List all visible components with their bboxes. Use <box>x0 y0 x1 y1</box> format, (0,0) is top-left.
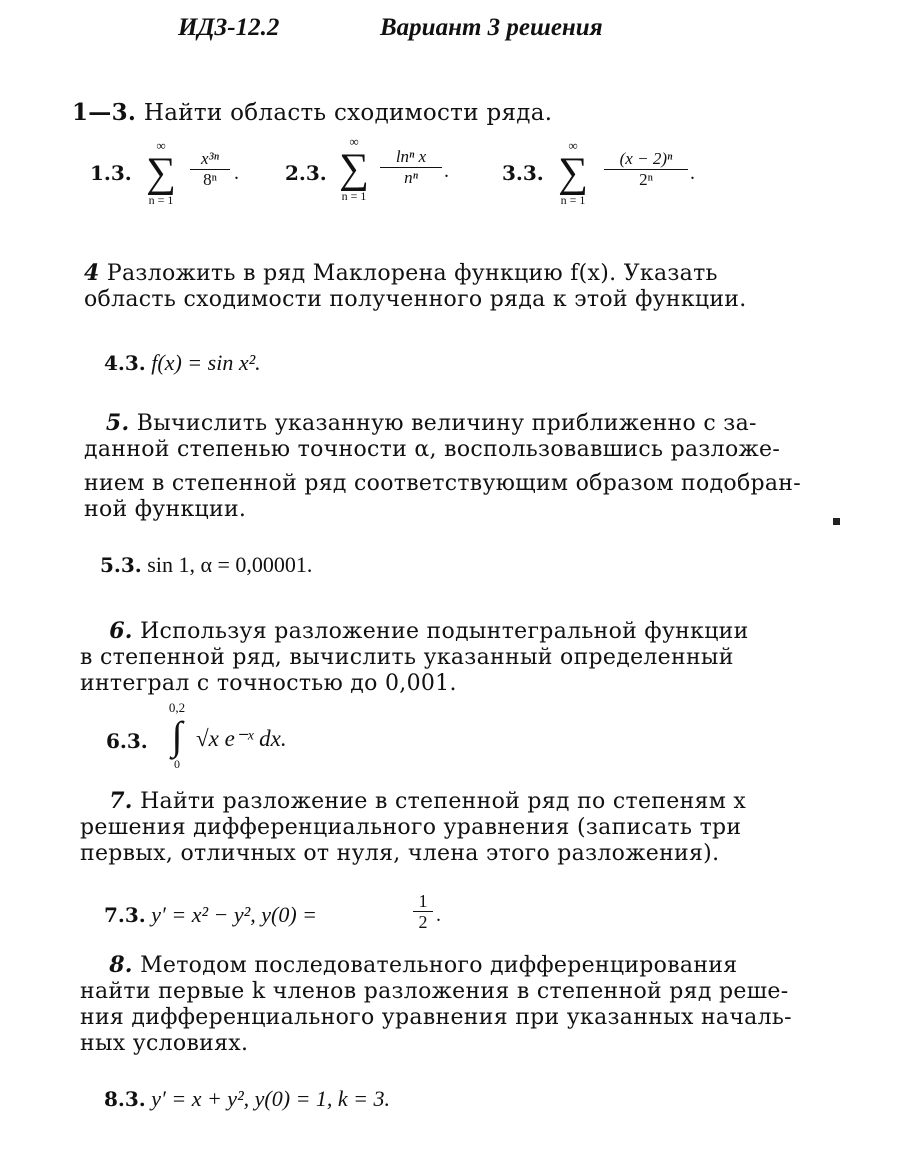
sum-symbol: ∞ ∑ n = 1 <box>558 138 588 207</box>
integral-symbol: 0,2 ∫ 0 <box>168 700 186 771</box>
sum-symbol: ∞ ∑ n = 1 <box>339 134 369 203</box>
document-title: ИДЗ-12.2 <box>178 14 280 41</box>
item-1-3-label: 1.3. <box>90 161 132 185</box>
formula-8-3: 8.3. y′ = x + y², y(0) = 1, k = 3. <box>104 1086 391 1111</box>
formula-6-3: √x e⁻ˣ dx. <box>196 726 287 751</box>
item-3-3-label: 3.3. <box>502 161 544 185</box>
task-1-3-heading <box>72 100 552 126</box>
fraction: lnⁿ x nⁿ <box>380 148 442 187</box>
task-number: 1—3. <box>72 99 137 126</box>
formula-5-3: 5.3. sin 1, α = 0,00001. <box>100 552 313 577</box>
task-4-text: 4 Разложить в ряд Маклорена функцию f(x). Указать область сходимости полученного ряда к этой функции. <box>84 260 747 312</box>
item-2-3-label: 2.3. <box>285 161 327 185</box>
task-7-text: 7. Найти разложение в степенной ряд по степеням x решения дифференциального уравнения (записать три первых, отличных от нуля, члена этого разложения). <box>80 788 747 866</box>
scan-mark <box>833 518 840 525</box>
document-page: ИДЗ-12.2 Вариант 3 решения 1—3. Найти область сходимости ряда. 1.3. ∞ ∑ n = 1 x³ⁿ 8ⁿ . 2.3. ∞ ∑ n = 1 lnⁿ x nⁿ . 3.3. ∞ ∑ n = 1 (x − 2)ⁿ 2ⁿ . 4 Разложить в ряд Маклорена функцию f(x). Указать область сходимости полученного ряда к этой функции. 4.3. f(x) = sin x². 5. Вычислить указанную величину приближенно с за- данной степенью точности α, воспользовавшись разложе- нием в степенной ряд соответствующим образом подобран- ной функции. 5.3. sin 1, α = 0,00001. 6. Используя разложение подынтегральной функции в степенной ряд, вычислить указанный определенный интеграл с точностью до 0,001. 6.3. 0,2 ∫ 0 √x e⁻ˣ dx. 7. Найти разложение в степенной ряд по степеням x решения дифференциального уравнения (записать три первых, отличных от нуля, члена этого разложения). 7.3. y′ = x² − y², y(0) = 1 2 . 8. Методом последовательного дифференцирования найти первые k членов разложения в степенной ряд реше- ния дифференциального уравнения при указанных началь- ных условиях. 8.3. y′ = x + y², y(0) = 1, k = 3. <box>0 0 910 1155</box>
variant-title: Вариант 3 решения <box>380 14 603 41</box>
task-6-text: 6. Используя разложение подынтегральной функции в степенной ряд, вычислить указанный определенный интеграл с точностью до 0,001. <box>80 618 749 696</box>
fraction: x³ⁿ 8ⁿ <box>190 150 230 189</box>
fraction-one-half: 1 2 <box>413 892 433 931</box>
formula-6-3-label: 6.3. <box>106 729 148 753</box>
formula-7-3: 7.3. y′ = x² − y², y(0) = <box>104 902 318 927</box>
formula-4-3: 4.3. f(x) = sin x². <box>104 350 261 375</box>
task-text: Найти область сходимости ряда. <box>143 100 553 126</box>
sum-symbol: ∞ ∑ n = 1 <box>146 138 176 207</box>
task-8-text: 8. Методом последовательного дифференцирования найти первые k членов разложения в степенной ряд реше- ния дифференциального уравнения при указанных началь- ных условиях. <box>80 952 792 1056</box>
task-5-text: 5. Вычислить указанную величину приближенно с за- данной степенью точности α, воспользовавшись разложе- нием в степенной ряд соответствующим образом подобран- ной функции. <box>84 410 801 522</box>
fraction: (x − 2)ⁿ 2ⁿ <box>604 150 688 189</box>
